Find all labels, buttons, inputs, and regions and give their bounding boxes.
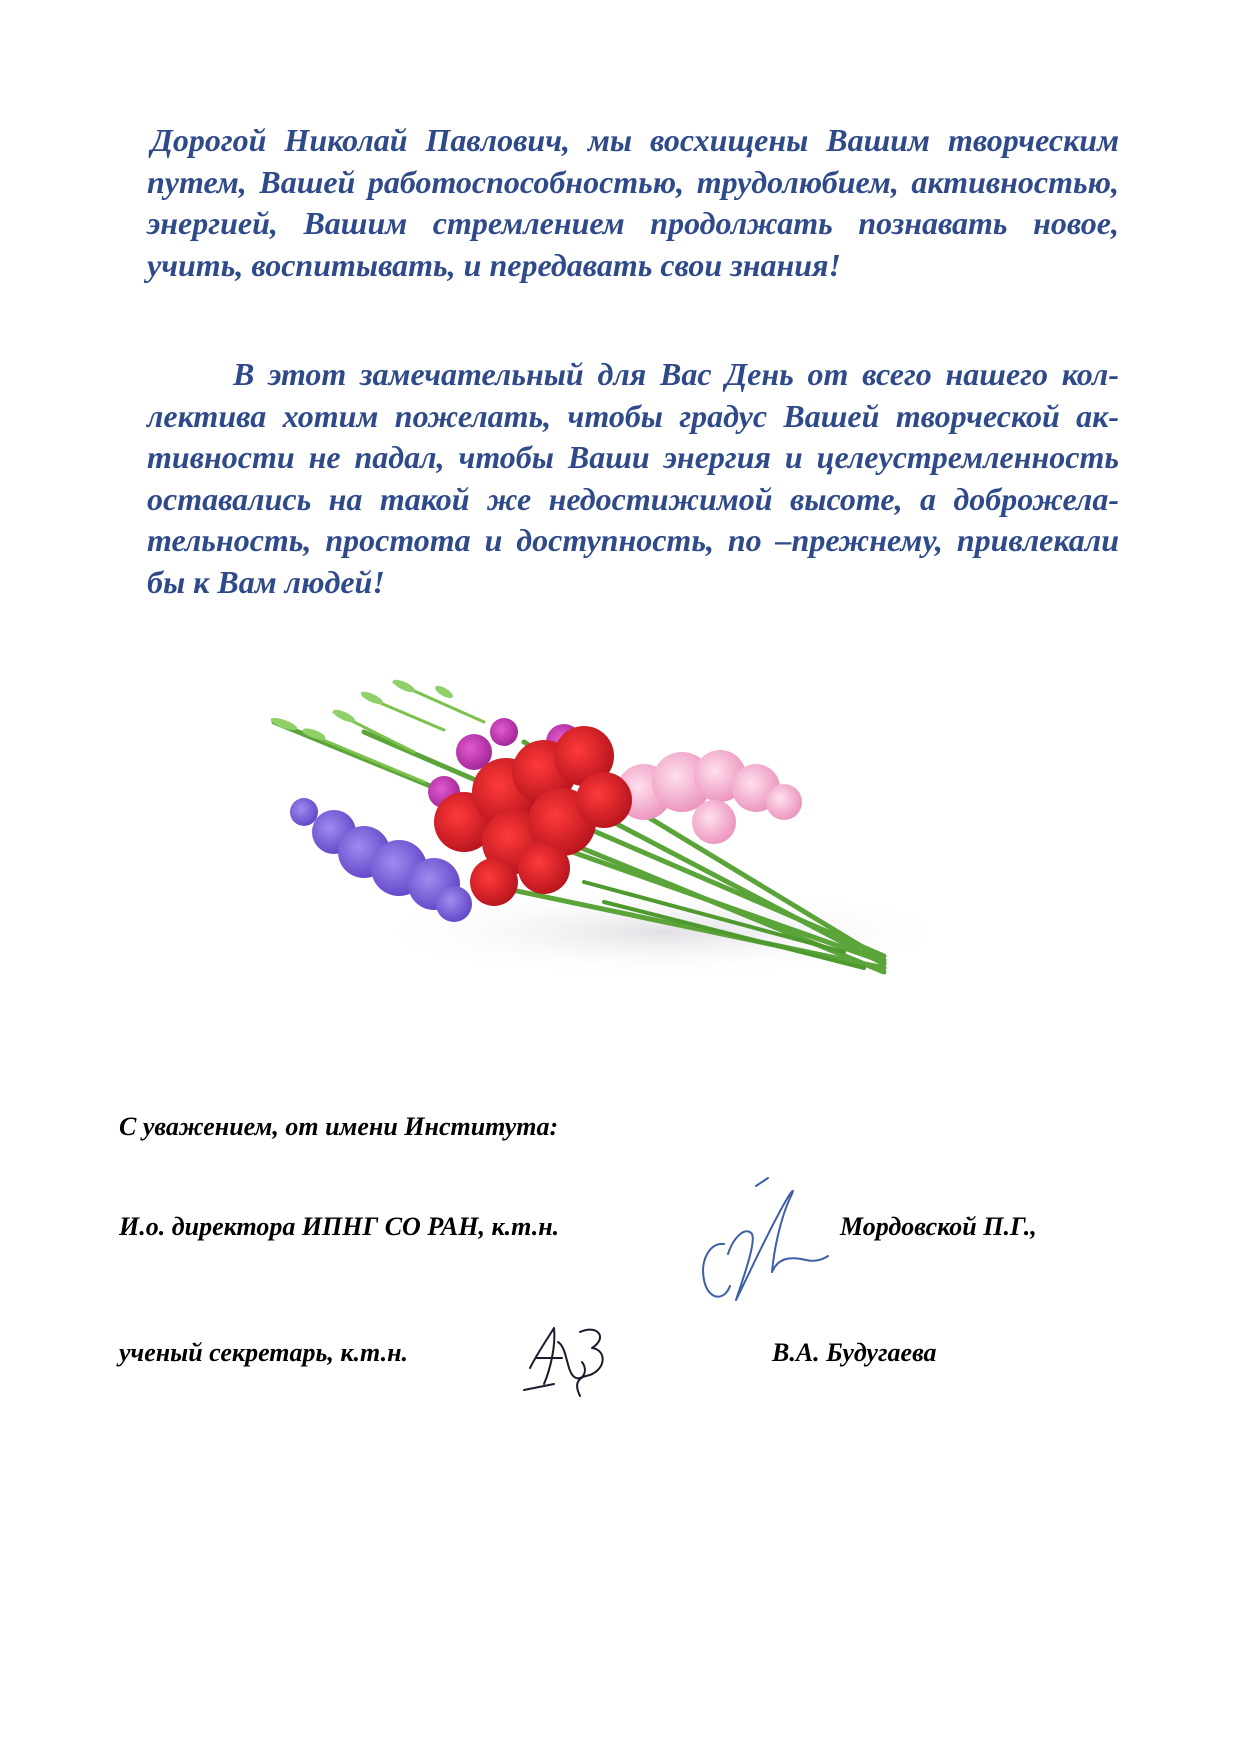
greeting-paragraph: Дорогой Николай Павлович, мы восхищены Вашим творческим путем, Вашей работоспособностью, трудолюбием, активностью, энергией, Вашим стремлением продолжать познавать новое, учить, воспитывать, и передавать свои знания! xyxy=(147,122,1119,283)
gladiolus-bouquet-icon xyxy=(244,672,924,1012)
signatory-role-2: ученый секретарь, к.т.н. xyxy=(119,1338,409,1367)
handwritten-signature-icon xyxy=(690,1176,840,1308)
signatory-name-1: Мордовской П.Г., xyxy=(840,1212,1037,1241)
wishes-paragraph: В этот замечательный для Вас День от всего нашего коллектива хотим пожелать, чтобы градус Вашей творческой активности не падал, чтобы Ваши энергия и целеустремленность оставались на такой же недостижимой высоте, а доброжелательность, простота и доступность, по –прежнему, привлекали бы к Вам людей! xyxy=(147,356,1119,600)
handwritten-signature-icon xyxy=(518,1318,614,1402)
signatory-name-2: В.А. Будугаева xyxy=(772,1338,937,1367)
signatory-role-1: И.о. директора ИПНГ СО РАН, к.т.н. xyxy=(119,1212,560,1241)
closing-line: С уважением, от имени Института: xyxy=(119,1112,559,1141)
